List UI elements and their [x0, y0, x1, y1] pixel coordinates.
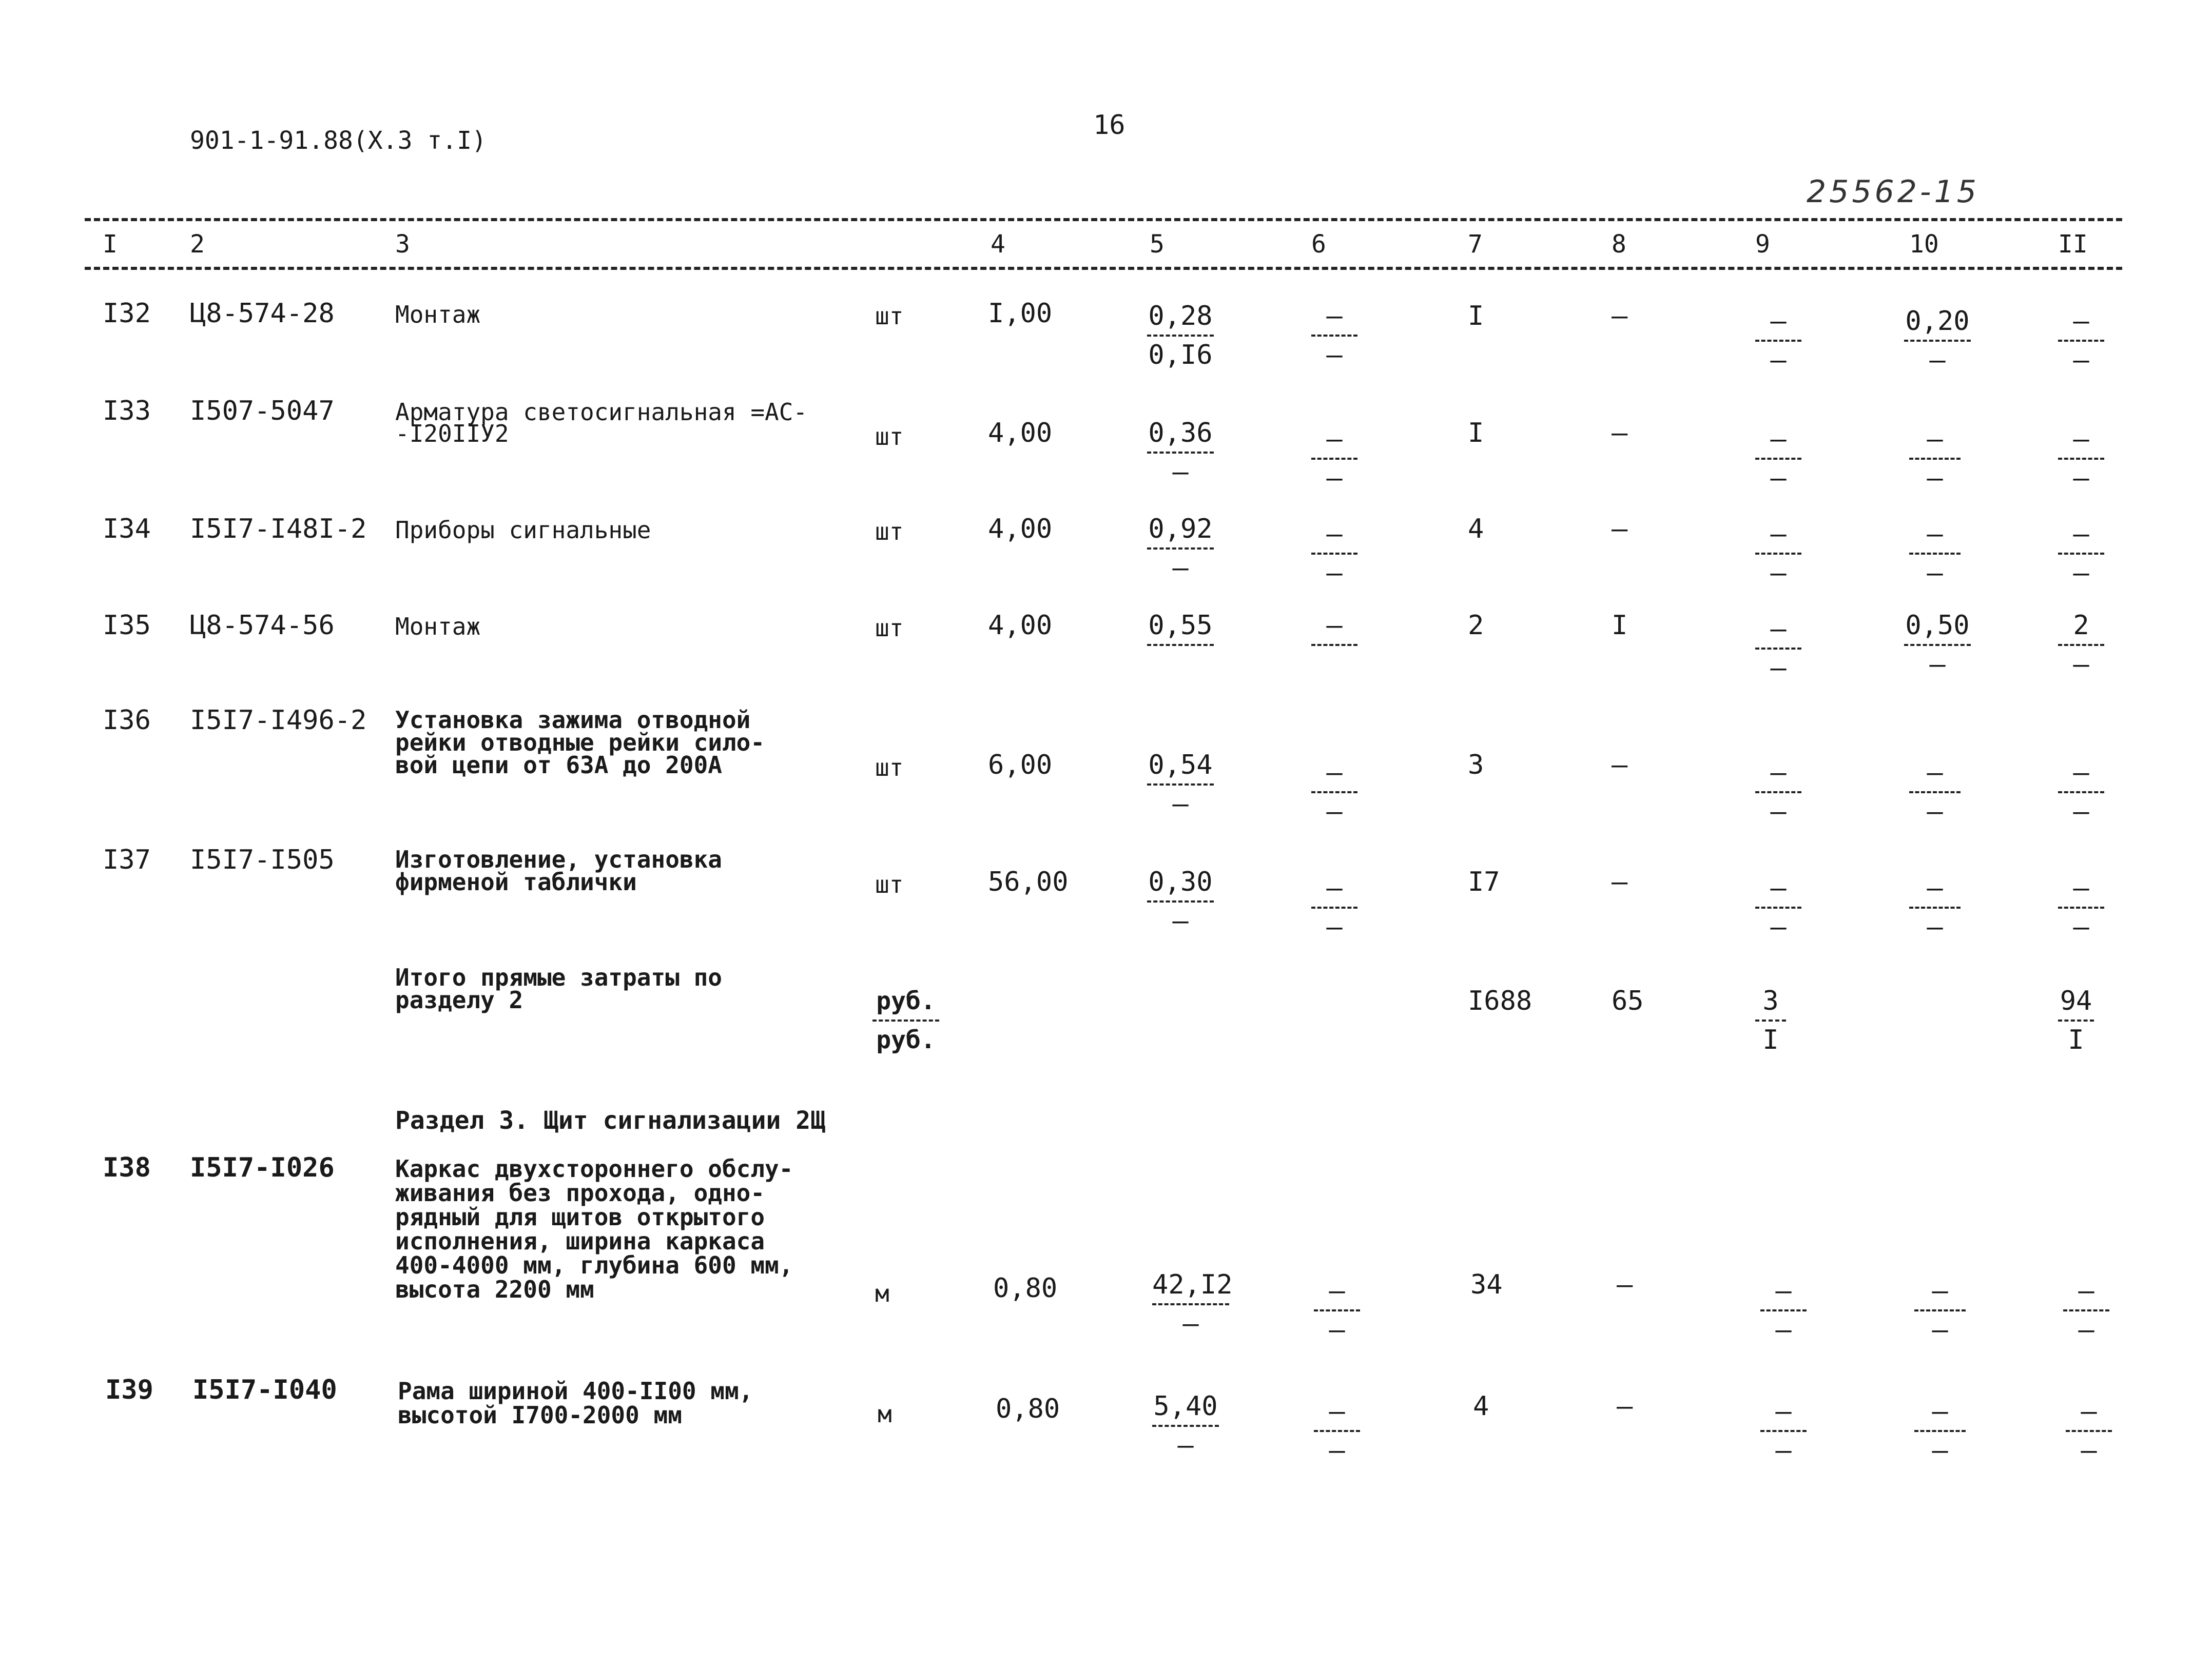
- col-header-2: 2: [190, 230, 205, 259]
- row-quantity: 4,00: [988, 418, 1053, 448]
- row-code: I507-5047: [190, 396, 335, 426]
- cell-col9: – –: [1760, 1398, 1807, 1464]
- cell-col9: – –: [1755, 426, 1801, 492]
- cell-col7: 4: [1473, 1391, 1489, 1422]
- cell-col5: 0,54 –: [1147, 752, 1214, 817]
- table-header-rule: [85, 267, 2122, 270]
- col-header-1: I: [103, 230, 118, 259]
- cell-col9: – –: [1755, 875, 1801, 940]
- row-description-line: 400-4000 мм, глубина 600 мм,: [395, 1251, 793, 1279]
- row-code: I5I7-I48I-2: [190, 514, 367, 544]
- row-unit: м: [878, 1400, 892, 1428]
- col-header-10: 10: [1909, 230, 1939, 259]
- cell-col6: – –: [1311, 521, 1357, 586]
- cell-col5: 0,55: [1147, 612, 1214, 651]
- cell-col10: – –: [1909, 521, 1961, 586]
- row-description-line: Монтаж: [395, 613, 481, 640]
- cell-col7: 34: [1470, 1269, 1503, 1300]
- row-description-line: Каркас двухстороннего обслу-: [395, 1155, 793, 1183]
- cell-col8: –: [1612, 418, 1628, 448]
- page-number: 16: [1093, 110, 1126, 141]
- row-unit: шт: [875, 302, 904, 330]
- cell-col5: 0,28 0,I6: [1147, 303, 1214, 368]
- row-description-line: высота 2200 мм: [395, 1276, 594, 1303]
- row-description-line: Рама шириной 400-II00 мм,: [398, 1377, 753, 1405]
- row-quantity: 4,00: [988, 610, 1053, 641]
- cell-col8: –: [1612, 301, 1628, 331]
- cell-col8: –: [1612, 750, 1628, 780]
- row-number: I38: [103, 1152, 151, 1183]
- cell-col10: – –: [1914, 1278, 1966, 1343]
- cell-col8: –: [1617, 1391, 1633, 1422]
- row-description-line: Монтаж: [395, 301, 481, 328]
- cell-col5: 0,36 –: [1147, 420, 1214, 485]
- cell-col11: – –: [2063, 1278, 2109, 1343]
- total-label-line: Итого прямые затраты по: [395, 964, 722, 991]
- row-description-line: рядный для щитов открытого: [395, 1203, 765, 1231]
- row-unit: шт: [875, 871, 904, 898]
- cell-col5: 5,40 –: [1152, 1393, 1219, 1459]
- cell-col6: – –: [1311, 426, 1357, 492]
- handwritten-stamp: 25562-15: [1807, 174, 1980, 210]
- cell-col9: – –: [1755, 616, 1801, 681]
- row-unit: шт: [875, 754, 904, 781]
- row-number: I33: [103, 396, 151, 426]
- cell-col7: I: [1468, 418, 1484, 448]
- row-description-line: исполнения, ширина каркаса: [395, 1227, 765, 1255]
- cell-col8: –: [1612, 514, 1628, 544]
- cell-col5: 42,I2 –: [1152, 1269, 1233, 1339]
- row-description-line: Арматура светосигнальная =АС-: [395, 398, 808, 426]
- cell-col6: –: [1311, 612, 1357, 651]
- total-col8: 65: [1612, 986, 1644, 1016]
- row-description-line: вой цепи от 63А до 200А: [395, 751, 722, 779]
- row-code: I5I7-I496-2: [190, 705, 367, 736]
- cell-col6: – –: [1311, 875, 1357, 940]
- row-description-line: Установка зажима отводной: [395, 706, 751, 734]
- cell-col9: – –: [1755, 759, 1801, 825]
- row-unit: шт: [875, 518, 904, 545]
- total-unit: руб. руб.: [872, 988, 939, 1053]
- cell-col9: – –: [1755, 308, 1801, 374]
- cell-col7: I: [1468, 301, 1484, 331]
- cell-col10: 0,50 –: [1904, 612, 1971, 678]
- col-header-5: 5: [1150, 230, 1165, 259]
- cell-col9: – –: [1760, 1278, 1807, 1343]
- row-description-line: -I20IIУ2: [395, 420, 509, 447]
- row-quantity: 6,00: [988, 750, 1053, 780]
- row-description-line: Изготовление, установка: [395, 846, 722, 873]
- row-number: I36: [103, 705, 151, 736]
- cell-col11: – –: [2058, 759, 2104, 825]
- cell-col10: 0,20 –: [1904, 308, 1971, 374]
- col-header-4: 4: [991, 230, 1005, 259]
- col-header-7: 7: [1468, 230, 1483, 259]
- cell-col11: 2 –: [2058, 612, 2104, 678]
- row-unit: шт: [875, 423, 904, 450]
- document-code: 901-1-91.88(X.3 т.I): [190, 126, 487, 155]
- col-header-6: 6: [1311, 230, 1326, 259]
- cell-col6: – –: [1314, 1278, 1360, 1343]
- row-quantity: 0,80: [996, 1394, 1060, 1424]
- row-number: I35: [103, 610, 151, 641]
- row-code: Ц8-574-56: [190, 610, 335, 641]
- cell-col9: – –: [1755, 521, 1801, 586]
- cell-col11: – –: [2058, 308, 2104, 374]
- cell-col8: I: [1612, 610, 1628, 641]
- cell-col8: –: [1617, 1269, 1633, 1300]
- cell-col10: – –: [1909, 759, 1961, 825]
- table-top-rule: [85, 218, 2122, 221]
- cell-col11: – –: [2058, 875, 2104, 940]
- row-description-line: Приборы сигнальные: [395, 516, 651, 544]
- col-header-8: 8: [1612, 230, 1626, 259]
- col-header-3: 3: [395, 230, 410, 259]
- total-col9: 3 I: [1755, 988, 1786, 1053]
- row-number: I32: [103, 298, 151, 329]
- row-number: I37: [103, 845, 151, 875]
- col-header-11: II: [2058, 230, 2088, 259]
- total-col7: I688: [1468, 986, 1532, 1016]
- row-code: I5I7-I026: [190, 1152, 335, 1183]
- cell-col5: 0,92 –: [1147, 516, 1214, 581]
- section-title: Раздел 3. Щит сигнализации 2Щ: [395, 1106, 826, 1135]
- col-header-9: 9: [1755, 230, 1770, 259]
- row-unit: шт: [875, 614, 904, 642]
- cell-col11: – –: [2066, 1398, 2112, 1464]
- cell-col11: – –: [2058, 521, 2104, 586]
- row-quantity: 4,00: [988, 514, 1053, 544]
- row-description-line: фирменой таблички: [395, 868, 637, 896]
- row-code: Ц8-574-28: [190, 298, 335, 329]
- row-description-line: рейки отводные рейки сило-: [395, 729, 765, 756]
- cell-col10: – –: [1909, 875, 1961, 940]
- row-description-line: живания без прохода, одно-: [395, 1179, 765, 1207]
- cell-col6: – –: [1314, 1398, 1360, 1464]
- cell-col6: – –: [1311, 303, 1357, 368]
- cell-col5: 0,30 –: [1147, 869, 1214, 934]
- total-label-line: разделу 2: [395, 986, 523, 1014]
- row-description-line: высотой I700-2000 мм: [398, 1401, 682, 1429]
- cell-col8: –: [1612, 867, 1628, 897]
- row-code: I5I7-I040: [192, 1375, 337, 1405]
- row-number: I39: [105, 1375, 153, 1405]
- cell-col7: 3: [1468, 750, 1484, 780]
- row-code: I5I7-I505: [190, 845, 335, 875]
- row-number: I34: [103, 514, 151, 544]
- total-col11: 94 I: [2058, 988, 2094, 1053]
- cell-col7: I7: [1468, 867, 1500, 897]
- cell-col6: – –: [1311, 759, 1357, 825]
- row-quantity: I,00: [988, 298, 1053, 329]
- row-quantity: 56,00: [988, 867, 1069, 897]
- cell-col7: 2: [1468, 610, 1484, 641]
- cell-col10: – –: [1914, 1398, 1966, 1464]
- cell-col11: – –: [2058, 426, 2104, 492]
- cell-col10: – –: [1909, 426, 1961, 492]
- row-unit: м: [875, 1280, 889, 1307]
- cell-col7: 4: [1468, 514, 1484, 544]
- row-quantity: 0,80: [993, 1273, 1058, 1304]
